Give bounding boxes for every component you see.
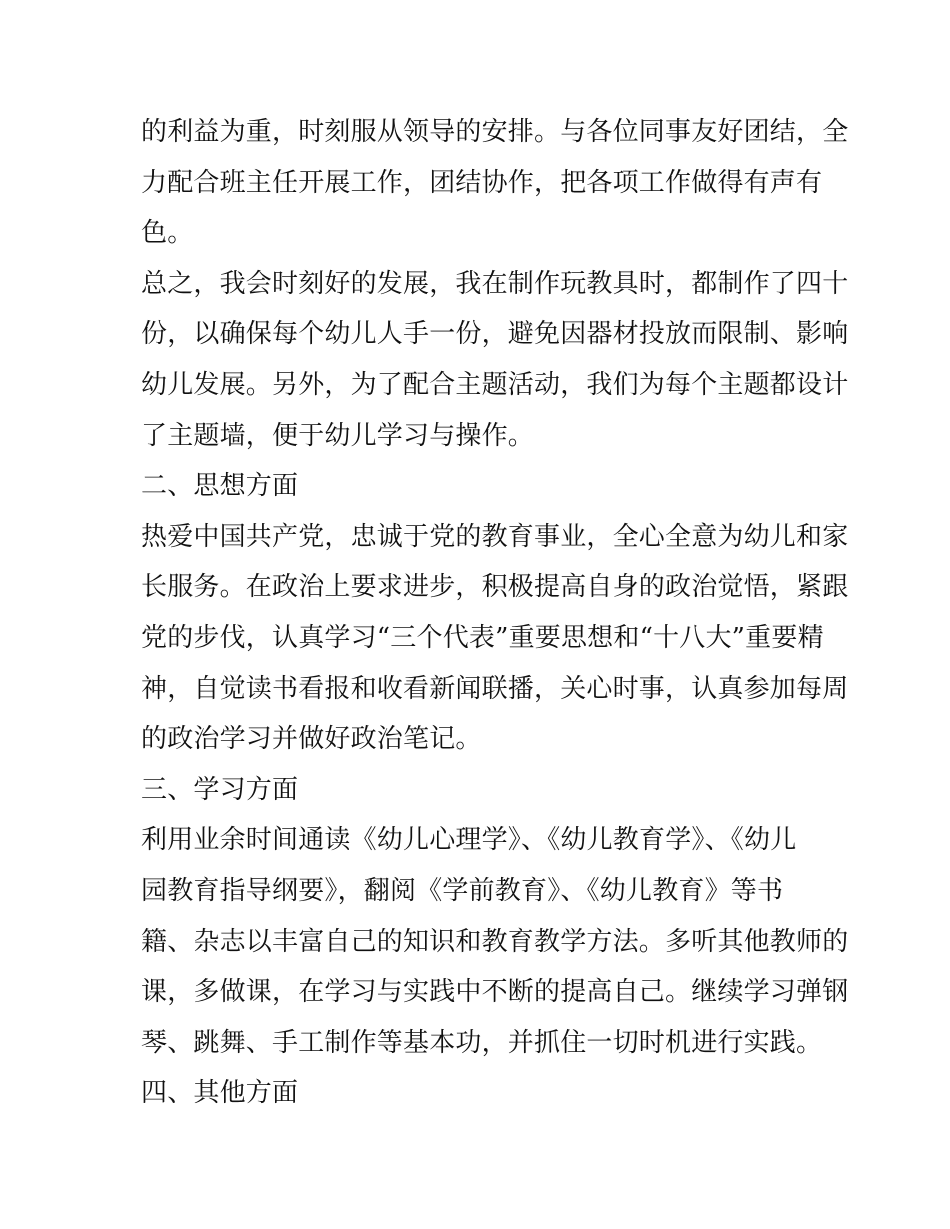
document-body [141,107,849,1119]
text-line: 了主题墙，便于幼儿学习与操作。 [141,420,535,451]
text-line: 神，自觉读书看报和收看新闻联播，关心时事，认真参加每周 [141,673,849,704]
text-line: 园教育指导纲要》，翻阅《学前教育》、《幼儿教育》等书 [141,875,784,906]
text-line: 的政治学习并做好政治笔记。 [141,724,482,755]
text-line: 力配合班主任开展工作，团结协作，把各项工作做得有声有 [141,167,823,198]
text-line: 课，多做课，在学习与实践中不断的提高自己。继续学习弹钢 [141,977,849,1008]
section-heading-study: 三、学习方面 [141,774,299,805]
text-line: 份，以确保每个幼儿人手一份，避免因器材投放而限制、影响 [141,319,849,350]
text-line: 色。 [141,218,194,249]
text-line: 琴、跳舞、手工制作等基本功，并抓住一切时机进行实践。 [141,1027,823,1058]
section-heading-thought: 二、思想方面 [141,471,299,502]
text-line: 幼儿发展。另外，为了配合主题活动，我们为每个主题都设计 [141,369,849,400]
text-line: 籍、杂志以丰富自己的知识和教育教学方法。多听其他教师的 [141,926,849,957]
text-line: 热爱中国共产党，忠诚于党的教育事业，全心全意为幼儿和家 [141,521,849,552]
text-line: 党的步伐，认真学习“三个代表”重要思想和“十八大”重要精 [141,622,824,653]
text-line: 总之，我会时刻好的发展，我在制作玩教具时，都制作了四十 [141,268,849,299]
section-heading-other: 四、其他方面 [141,1078,299,1109]
text-line: 的利益为重，时刻服从领导的安排。与各位同事友好团结，全 [141,117,849,147]
text-line: 长服务。在政治上要求进步，积极提高自身的政治觉悟，紧跟 [141,572,849,603]
text-line: 利用业余时间通读《幼儿心理学》、《幼儿教育学》、《幼儿 [141,825,797,856]
